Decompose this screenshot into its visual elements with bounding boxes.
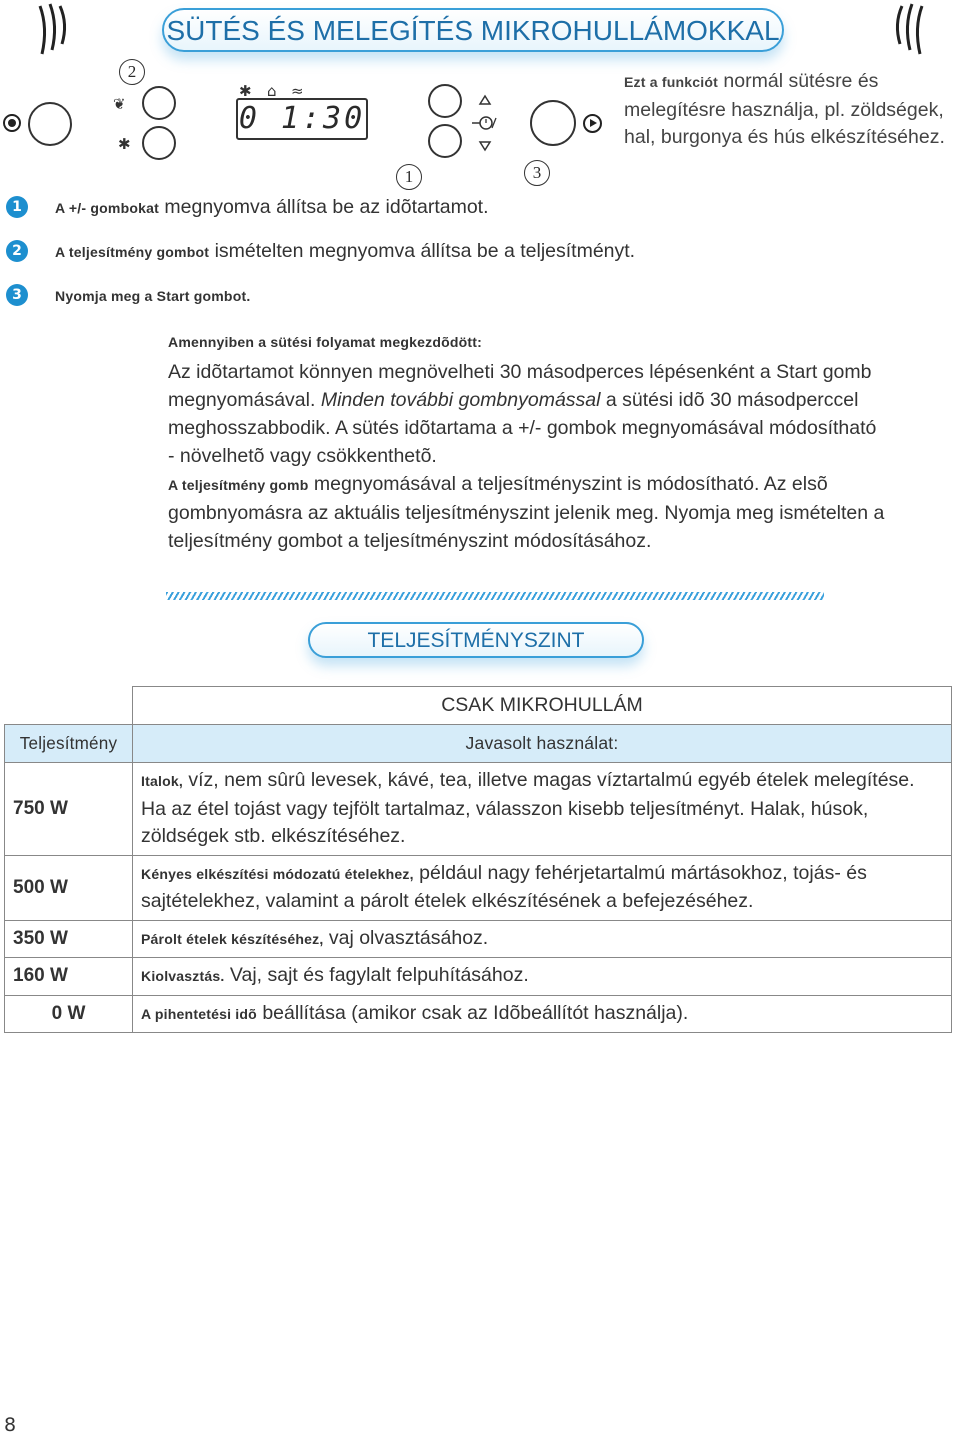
usage-cell — [133, 995, 952, 1033]
during-paragraph-2 — [168, 470, 888, 555]
usage-cell — [133, 763, 952, 856]
label-3: 3 — [524, 160, 550, 186]
timer-icon — [472, 92, 502, 154]
table-row — [5, 958, 952, 996]
page-number: 8 — [4, 1414, 17, 1436]
microwave-waves-icon — [34, 2, 74, 58]
page-title: SÜTÉS ÉS MELEGÍTÉS MIKROHULLÁMOKKAL — [162, 8, 784, 52]
usage-text: beállítása (amikor csak az Idõbeállítót használja). — [256, 1001, 689, 1024]
step-2-bold: A teljesítmény gombot — [55, 244, 210, 260]
plus-button[interactable] — [428, 84, 462, 118]
step-1 — [55, 196, 489, 219]
header-power: Teljesítmény — [19, 733, 118, 753]
during-cooking-section — [168, 328, 888, 555]
intro-text — [624, 68, 954, 152]
label-2: 2 — [119, 59, 145, 85]
intro-body: normál sütésre és melegítésre használja, pl. zöldségek, hal, burgonya és hús elkészítéséhez. — [624, 70, 945, 148]
usage-bold: Italok, — [141, 773, 183, 789]
microwave-waves-icon — [888, 2, 928, 58]
table-row — [5, 995, 952, 1033]
start-icon — [583, 114, 602, 133]
defrost-indicator-icon: ✱ — [239, 82, 252, 100]
step-badge: 3 — [6, 284, 28, 306]
during-text-c: megnyomásával a teljesítményszint is módosítható. Az elsõ gombnyomásra az aktuális teljesítményszint jelenik meg. Nyomja meg ismételten a teljesítmény gombot a teljesítményszint módosításához. — [168, 473, 885, 552]
table-row — [5, 920, 952, 958]
start-button[interactable] — [530, 100, 576, 146]
power-level-table — [4, 686, 952, 1033]
usage-text: például nagy fehérjetartalmú mártásokhoz, tojás- és sajtételekhez, valamint a párolt ételek elkészítésének a befejezéséhez. — [141, 861, 867, 912]
timer-display: 0 1:30 — [236, 98, 368, 140]
power-value: 0 W — [5, 995, 133, 1033]
minus-button[interactable] — [428, 124, 462, 158]
power-value: 350 W — [5, 920, 133, 958]
lock-indicator-icon: ⌂ — [267, 82, 277, 100]
header-usage: Javasolt használat: — [465, 733, 619, 753]
divider — [166, 592, 824, 600]
usage-bold: Kiolvasztás. — [141, 968, 225, 984]
during-text-b: a sütési idõ 30 másodperccel meghosszabbodik. A sütés idõtartama a +/- gombok megnyomásával módosítható - növelhetõ vagy csökkenthetõ. — [168, 389, 877, 467]
power-value: 160 W — [5, 958, 133, 996]
usage-bold: A pihentetési idõ — [141, 1005, 257, 1022]
section-title: TELJESÍTMÉNYSZINT — [308, 622, 644, 658]
defrost-icon: ✱ — [118, 135, 131, 153]
during-heading: Amennyiben a sütési folyamat megkezdõdött: — [168, 334, 483, 350]
defrost-button[interactable] — [142, 126, 176, 160]
power-button[interactable] — [142, 86, 176, 120]
step-badge: 2 — [6, 240, 28, 262]
label-1: 1 — [396, 164, 422, 190]
table-row — [5, 763, 952, 856]
power-value: 500 W — [5, 855, 133, 920]
table-row — [5, 855, 952, 920]
intro-lead: Ezt a funkciót — [624, 74, 719, 90]
during-text-a: Az idõtartamot könnyen megnövelheti 30 másodperces lépésenként a Start gomb megnyomásával. — [168, 361, 872, 411]
stop-icon — [3, 114, 21, 132]
step-2-text: ismételten megnyomva állítsa be a teljesítményt. — [209, 240, 636, 262]
table-title: CSAK MIKROHULLÁM — [133, 687, 952, 725]
waves-indicator-icon: ≈ — [291, 82, 304, 100]
power-value: 750 W — [5, 763, 133, 856]
table-header-row — [5, 725, 952, 763]
step-3 — [55, 284, 250, 307]
table-title-row — [5, 687, 952, 725]
usage-text: vaj olvasztásához. — [323, 926, 489, 949]
step-3-bold: Nyomja meg a Start gombot. — [55, 288, 251, 304]
during-paragraph-1 — [168, 358, 888, 470]
step-badge: 1 — [6, 196, 28, 218]
usage-cell — [133, 958, 952, 996]
step-2 — [55, 240, 635, 263]
usage-bold: Kényes elkészítési módozatú ételekhez, — [141, 865, 414, 882]
step-1-text: megnyomva állítsa be az idõtartamot. — [159, 196, 489, 218]
usage-bold: Párolt ételek készítéséhez, — [141, 930, 324, 947]
during-power-bold: A teljesítmény gomb — [168, 477, 309, 493]
power-icon: ❦ — [113, 95, 126, 113]
usage-cell — [133, 855, 952, 920]
usage-text: Vaj, sajt és fagylalt felpuhításához. — [224, 964, 529, 986]
usage-cell — [133, 920, 952, 958]
step-1-bold: A +/- gombokat — [55, 200, 160, 216]
usage-text: víz, nem sûrû levesek, kávé, tea, illetve magas víztartalmú egyéb ételek melegítése. Ha az étel tojást vagy tejfölt tartalmaz, válasszon kisebb teljesítményt. Halak, húsok, zöldségek stb. elkészítéséhez. — [141, 769, 915, 847]
during-text-italic: Minden további gombnyomással — [320, 389, 601, 411]
stop-button[interactable] — [28, 102, 72, 146]
